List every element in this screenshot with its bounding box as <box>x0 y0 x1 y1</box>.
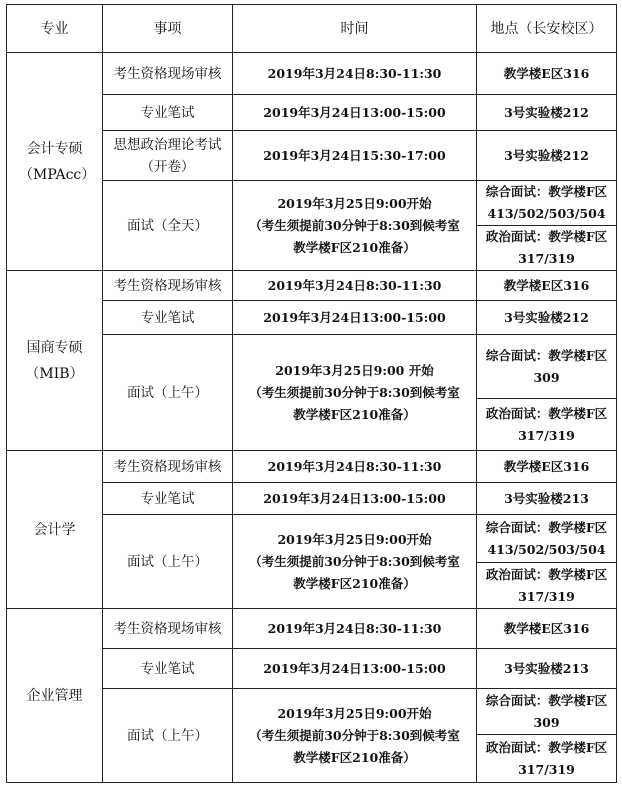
major-cell: 国商专硕（MIB） <box>7 271 103 451</box>
place-cell: 政治面试：教学楼F区317/319 <box>477 563 617 609</box>
item-cell: 专业笔试 <box>103 649 233 689</box>
exam-schedule-table <box>6 4 617 783</box>
time-cell: 2019年3月25日9:00 开始 （考生须提前30分钟于8:30到候考室教学楼F区210准备） <box>233 335 477 451</box>
time-cell: 2019年3月24日13:00-15:00 <box>233 95 477 131</box>
item-cell: 考生资格现场审核 <box>103 609 233 649</box>
place-cell: 3号实验楼212 <box>477 301 617 335</box>
place-cell: 教学楼E区316 <box>477 451 617 483</box>
place-cell: 综合面试：教学楼F区309 <box>477 335 617 399</box>
table-row <box>7 609 617 649</box>
place-cell: 3号实验楼213 <box>477 483 617 515</box>
item-cell: 考生资格现场审核 <box>103 451 233 483</box>
place-cell: 政治面试：教学楼F区317/319 <box>477 735 617 783</box>
place-cell: 政治面试：教学楼F区317/319 <box>477 226 617 271</box>
place-cell: 政治面试：教学楼F区317/319 <box>477 399 617 451</box>
place-cell: 教学楼E区316 <box>477 53 617 95</box>
time-cell: 2019年3月24日8:30-11:30 <box>233 609 477 649</box>
time-cell: 2019年3月24日13:00-15:00 <box>233 483 477 515</box>
table-row <box>7 271 617 301</box>
time-cell: 2019年3月24日13:00-15:00 <box>233 301 477 335</box>
time-cell: 2019年3月25日9:00开始 （考生须提前30分钟于8:30到候考室教学楼F区210准备） <box>233 689 477 783</box>
place-cell: 3号实验楼213 <box>477 649 617 689</box>
header-major: 专业 <box>7 5 103 53</box>
major-cell: 企业管理 <box>7 609 103 783</box>
major-cell: 会计学 <box>7 451 103 609</box>
place-cell: 3号实验楼212 <box>477 95 617 131</box>
place-cell: 综合面试：教学楼F区413/502/503/504 <box>477 515 617 563</box>
time-cell: 2019年3月24日8:30-11:30 <box>233 53 477 95</box>
time-cell: 2019年3月25日9:00开始 （考生须提前30分钟于8:30到候考室教学楼F区210准备） <box>233 181 477 271</box>
item-cell: 考生资格现场审核 <box>103 271 233 301</box>
place-cell: 综合面试：教学楼F区309 <box>477 689 617 735</box>
item-cell: 专业笔试 <box>103 483 233 515</box>
item-cell: 面试（全天） <box>103 181 233 271</box>
item-cell: 专业笔试 <box>103 301 233 335</box>
item-cell: 专业笔试 <box>103 95 233 131</box>
header-item: 事项 <box>103 5 233 53</box>
header-place: 地点（长安校区） <box>477 5 617 53</box>
time-cell: 2019年3月24日8:30-11:30 <box>233 451 477 483</box>
time-cell: 2019年3月24日13:00-15:00 <box>233 649 477 689</box>
time-cell: 2019年3月25日9:00开始 （考生须提前30分钟于8:30到候考室教学楼F区210准备） <box>233 515 477 609</box>
time-cell: 2019年3月24日8:30-11:30 <box>233 271 477 301</box>
major-cell: 会计专硕（MPAcc） <box>7 53 103 271</box>
place-cell: 教学楼E区316 <box>477 609 617 649</box>
item-cell: 面试（上午） <box>103 335 233 451</box>
item-cell: 思想政治理论考试（开卷） <box>103 131 233 181</box>
place-cell: 综合面试：教学楼F区413/502/503/504 <box>477 181 617 226</box>
time-cell: 2019年3月24日15:30-17:00 <box>233 131 477 181</box>
table-row <box>7 53 617 95</box>
header-row <box>7 5 617 53</box>
place-cell: 3号实验楼212 <box>477 131 617 181</box>
place-cell: 教学楼E区316 <box>477 271 617 301</box>
header-time: 时间 <box>233 5 477 53</box>
item-cell: 考生资格现场审核 <box>103 53 233 95</box>
table-row <box>7 451 617 483</box>
item-cell: 面试（上午） <box>103 515 233 609</box>
item-cell: 面试（上午） <box>103 689 233 783</box>
